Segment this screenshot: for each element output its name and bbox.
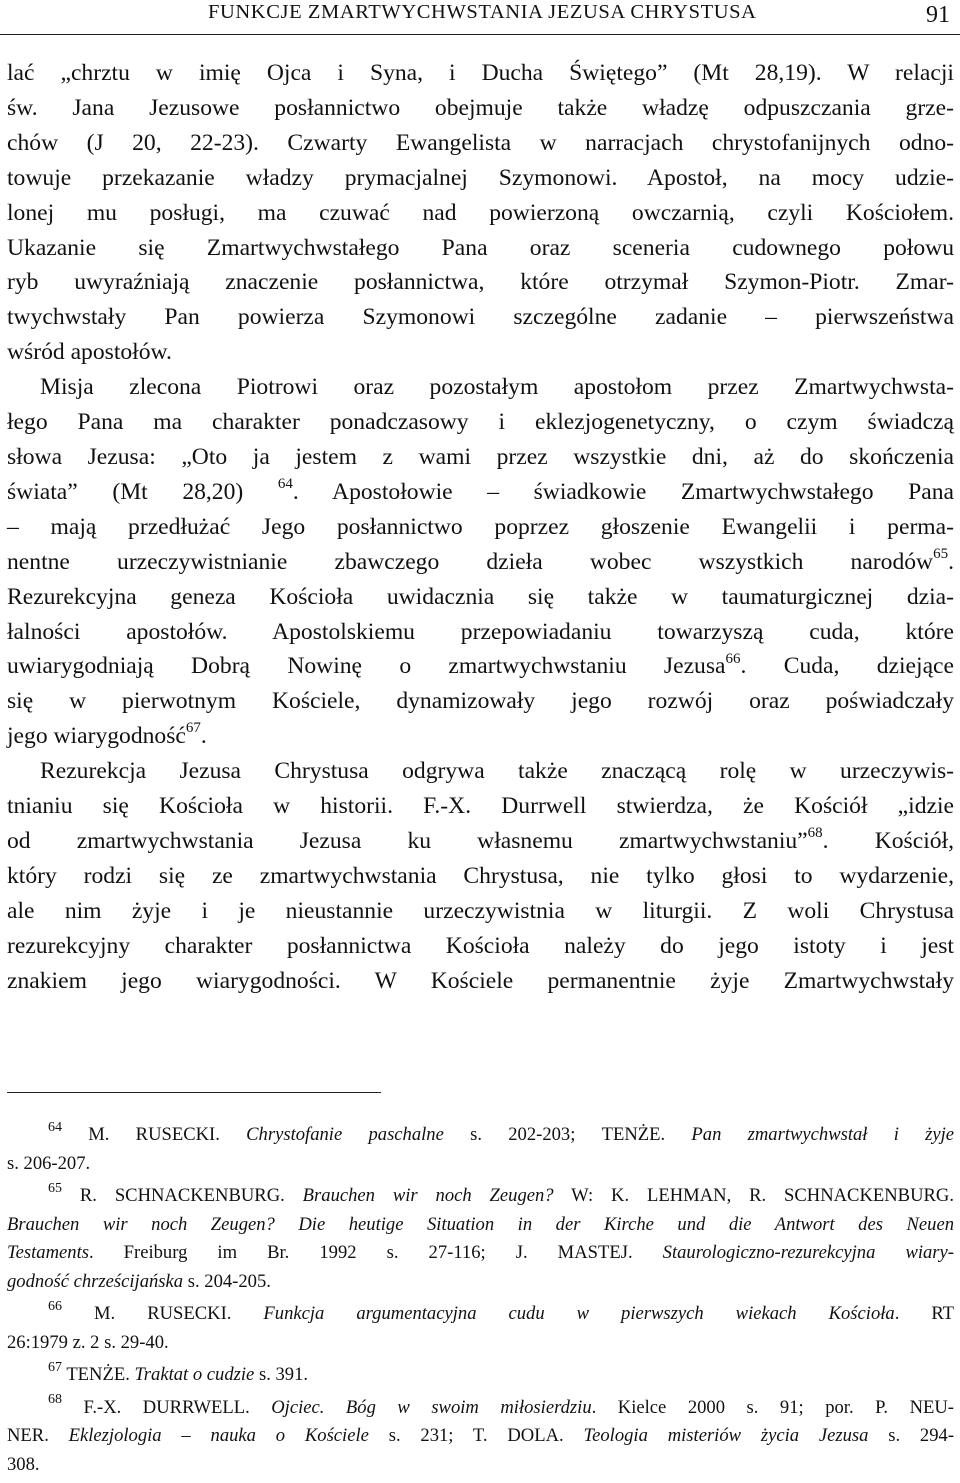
work-title: Testaments (7, 1242, 89, 1263)
text-segment: . (660, 1124, 692, 1145)
text-line: św. Jana Jezusowe posłannictwo obejmuje także władzę odpuszczania grze- (7, 94, 954, 121)
text-line: chów (J 20, 22-23). Czwarty Ewangelista w narracjach chrystofanijnych odno- (7, 129, 954, 156)
author-smallcaps: URRWELL (156, 1396, 246, 1418)
text-segment: od zmartwychwstania Jezusa ku własnemu zmartwychwstaniu” (7, 827, 808, 854)
text-line (7, 719, 954, 754)
text-line: rezurekcyjny charakter posłannictwa Kościoła należy do jego istoty i jest (7, 932, 954, 959)
footnote-line (7, 1268, 954, 1297)
text-line: się w pierwotnym Kościele, dynamizowały jego rozwój oraz poświadczały (7, 688, 954, 715)
author: T (66, 1364, 78, 1385)
work-title: Pan zmartwychwstał i żyje (691, 1124, 955, 1145)
footnote-line: 308. (7, 1453, 40, 1475)
text-segment: . (245, 1396, 272, 1418)
text-segment: . (44, 1425, 69, 1446)
running-title: FUNKCJE ZMARTWYCHWSTANIA JEZUSA CHRYSTUSA (208, 1, 757, 23)
author: M. R (88, 1124, 149, 1145)
main-text (7, 56, 954, 998)
footnote-line (7, 1300, 954, 1329)
text-line: ale nim żyje i je nieustannie urzeczywistnia w liturgii. Z woli Chrystusa (7, 897, 954, 924)
author-smallcaps: ASTEJ (574, 1242, 628, 1263)
author-smallcaps: NER (7, 1425, 45, 1446)
author-smallcaps: EHMAN (658, 1185, 727, 1206)
footnote-65 (7, 1182, 954, 1296)
text-line: znakiem jego wiarygodności. W Kościele permanentnie żyje Zmartwychwstały (7, 967, 954, 994)
text-segment: . (280, 1185, 303, 1206)
text-segment: s. 204-205. (183, 1270, 271, 1292)
text-line: towuje przekazanie władzy prymacjalnej Szymonowi. Apostoł, na mocy udzie- (7, 164, 954, 191)
work-title: Chrystofanie paschalne (246, 1124, 444, 1145)
author: M. R (94, 1303, 160, 1324)
text-line: słowa Jezusa: „Oto ja jestem z wami przez wszystkie dni, aż do skończenia (7, 443, 954, 470)
footnotes (7, 1121, 954, 1483)
text-line: Rezurekcja Jezusa Chrystusa odgrywa także znaczącą rolę w urzeczywis- (40, 758, 954, 785)
text-line (7, 824, 954, 859)
text-line: ryb uwyraźniają znaczenie posłannictwa, które otrzymał Szymon-Piotr. Zmar- (7, 269, 954, 296)
text-line: twychwstały Pan powierza Szymonowi szczególne zadanie – pierwszeństwa (7, 304, 954, 331)
text-segment: . (226, 1303, 264, 1324)
paragraph-2 (7, 370, 954, 754)
page-header (0, 0, 960, 35)
text-segment: . (125, 1364, 135, 1385)
footnote-line: s. 206-207. (7, 1152, 91, 1174)
text-line: który rodzi się ze zmartwychwstania Chrystusa, nie tylko głosi to wydarzenie, (7, 862, 954, 889)
footnote-68 (7, 1394, 954, 1480)
footnote-line (7, 1182, 954, 1211)
text-line: wśród apostołów. (7, 339, 172, 366)
text-line: – mają przedłużać Jego posłannictwo poprzez głoszenie Ewangelii i perma- (7, 513, 954, 540)
work-title: Brauchen wir noch Zeugen? Die heutige Situation in der Kirche und die Antwort des Neuen (7, 1213, 954, 1235)
text-segment: . Freiburg im Br. 1992 s. 27-116; J. M (88, 1242, 575, 1263)
text-line: lonej mu posługi, ma czuwać nad powierzoną owczarnią, czyli Kościołem. (7, 199, 954, 226)
footnote-64 (7, 1121, 954, 1178)
text-segment: świata” (Mt 28,20) (7, 478, 244, 505)
text-line (7, 475, 954, 510)
work-title: Eklezjologia – nauka o Kościele (68, 1425, 369, 1446)
text-segment: s. 294- (868, 1425, 955, 1446)
footnote-ref-64[interactable]: 64 (277, 476, 293, 493)
text-line: łego Pana ma charakter ponadczasowy i eklezjogenetyczny, o czym świadczą (7, 409, 954, 436)
text-segment: s. 202-203; (443, 1124, 602, 1145)
work-title: Brauchen wir noch Zeugen? (302, 1185, 554, 1206)
footnote-ref-68[interactable]: 68 (807, 825, 823, 842)
text-line: lać „chrztu w imię Ojca i Syna, i Ducha Świętego” (Mt 28,19). W relacji (7, 60, 954, 86)
footnote-67 (7, 1361, 954, 1390)
footnote-66 (7, 1300, 954, 1357)
paragraph-3 (7, 754, 954, 998)
page-number: 91 (926, 2, 950, 28)
text-line: Ukazanie się Zmartwychwstałego Pana oraz sceneria cudownego połowu (7, 234, 954, 261)
work-title: Ojciec. Bóg w swoim miłosierdziu (271, 1396, 592, 1418)
text-segment: , R. S (726, 1185, 795, 1206)
footnote-ref-65[interactable]: 65 (933, 545, 949, 562)
text-segment: . RT (894, 1303, 954, 1324)
text-segment: . (627, 1242, 663, 1263)
author-smallcaps: CHNACKENBURG (794, 1185, 950, 1206)
text-segment: . (200, 723, 207, 750)
author: R. S (79, 1185, 126, 1206)
text-line: Misja zlecona Piotrowi oraz pozostałym apostołom przez Zmartwychwsta- (40, 374, 954, 401)
text-segment: s. 231; T. D (368, 1425, 521, 1446)
footnote-number: 66 (48, 1298, 62, 1314)
footnote-separator (7, 1092, 381, 1093)
text-segment: . (949, 1185, 954, 1206)
footnote-line (7, 1422, 954, 1451)
work-title: Staurologiczno-rezurekcyjna wiary- (662, 1242, 954, 1263)
text-segment: . (215, 1124, 247, 1145)
footnote-number: 67 (48, 1359, 62, 1375)
author-smallcaps: ENŻE (77, 1364, 126, 1385)
author-smallcaps: USECKI (159, 1303, 227, 1324)
text-segment: s. 391. (254, 1364, 309, 1385)
work-title: Traktat o cudzie (134, 1364, 255, 1385)
paragraph-1 (7, 56, 954, 370)
text-segment: uwiarygodniają Dobrą Nowinę o zmartwychwstaniu Jezusa (7, 653, 726, 680)
footnote-line (7, 1239, 954, 1268)
author-smallcaps: CHNACKENBURG (125, 1185, 281, 1206)
work-title: Funkcja argumentacyjna cudu w pierwszych wiekach Kościoła (263, 1303, 895, 1324)
text-line: tnianiu się Kościoła w historii. F.-X. Durrwell stwierdza, że Kościół „idzie (7, 793, 954, 820)
footnote-line (7, 1394, 954, 1423)
text-segment: . Cuda, dziejące (740, 653, 954, 680)
text-line (7, 649, 954, 684)
footnote-number: 68 (48, 1392, 62, 1408)
footnote-ref-66[interactable]: 66 (725, 650, 741, 667)
text-line: Rezurekcyjna geneza Kościoła uwidacznia się także w taumaturgicznej dzia- (7, 583, 954, 610)
text-segment: jego wiarygodność (7, 723, 186, 750)
text-segment: . Kościół, (822, 827, 954, 854)
author: F.-X. D (83, 1396, 157, 1418)
author-smallcaps: OLA (520, 1425, 560, 1446)
footnote-line: 26:1979 z. 2 s. 29-40. (7, 1331, 169, 1353)
text-segment: . Kielce 2000 s. 91; por. P. N (591, 1396, 923, 1418)
text-segment: . (559, 1425, 584, 1446)
text-line (7, 545, 954, 580)
work-title: godność chrześcijańska (7, 1270, 184, 1292)
text-line: łalności apostołów. Apostolskiemu przepowiadaniu towarzyszą cuda, które (7, 618, 954, 645)
footnote-line (7, 1211, 954, 1240)
footnote-number: 65 (48, 1180, 62, 1196)
text-segment: . Apostołowie – świadkowie Zmartwychwstałego Pana (292, 478, 954, 505)
author-smallcaps: USECKI (148, 1124, 216, 1145)
footnote-ref-67[interactable]: 67 (185, 720, 201, 737)
text-segment: nentne urzeczywistnianie zbawczego dzieła wobec wszystkich narodów (7, 548, 934, 575)
footnote-line (7, 1121, 954, 1150)
text-segment: W: K. L (553, 1185, 659, 1206)
footnote-number: 64 (48, 1119, 62, 1135)
work-title: Teologia misteriów życia Jezusa (583, 1425, 869, 1446)
author-smallcaps: EU- (923, 1396, 954, 1418)
text-segment: . (948, 548, 954, 575)
author-smallcaps: TENŻE (601, 1124, 661, 1145)
footnote-line (7, 1361, 954, 1390)
